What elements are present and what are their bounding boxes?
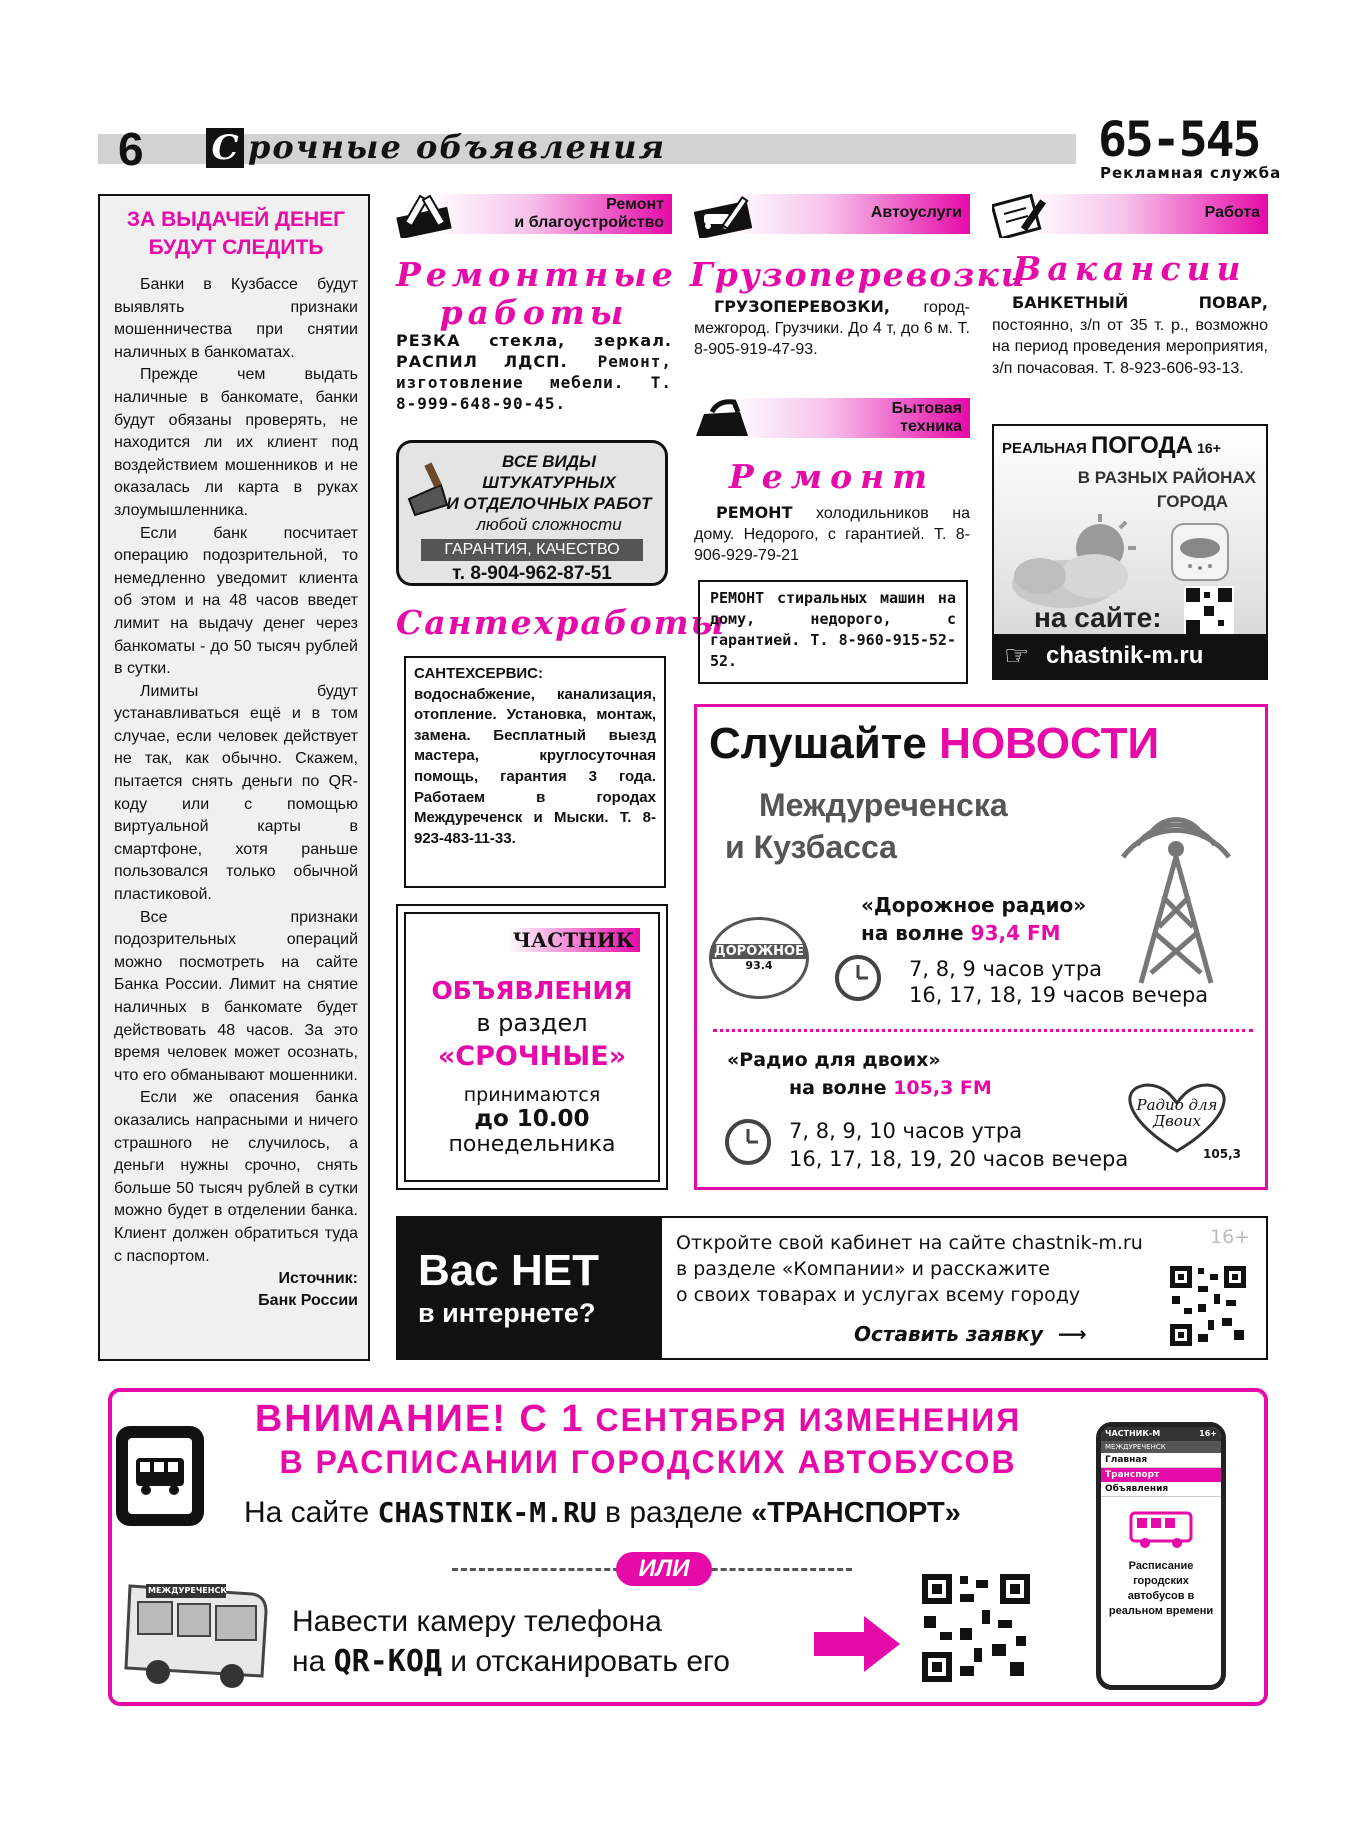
ad-plumbing: САНТЕХСЕРВИС: водоснабжение, канализация, отопление. Установка, монтаж, замена. Бесплатный выезд мастера, круглосуточная помощь, гарантия 3 года. Работаем в городах Междуреченск и Мыски. Т. 8-923-483-11-33. <box>404 656 666 888</box>
promo-line: до 10.00 <box>474 1106 590 1132</box>
news-source-label: Источник: <box>278 1270 358 1288</box>
weather-word: ПОГОДА <box>1090 432 1193 459</box>
bus-site-link[interactable]: CHASTNIK-M.RU <box>377 1496 597 1529</box>
pointer-icon: ☞ <box>1004 639 1030 672</box>
bus-icon <box>1129 1509 1193 1551</box>
weather-title <box>1002 432 1258 460</box>
bus-headline-lead: ВНИМАНИЕ! С 1 <box>254 1398 585 1440</box>
weather-site-link[interactable]: chastnik-m.ru <box>994 634 1266 678</box>
page-title: рочные объявления <box>248 128 667 166</box>
clock-icon <box>833 953 883 1003</box>
phone-menu-item: Транспорт <box>1101 1468 1221 1482</box>
qr-instruction-line: Навести камеру телефона <box>292 1605 662 1638</box>
category-auto <box>694 192 970 236</box>
bus-headline <box>228 1398 1048 1441</box>
ad-cook-vacancy <box>992 292 1268 379</box>
promo-line: в раздел <box>476 1009 588 1037</box>
category-label: Работа <box>1204 204 1260 221</box>
news-paragraph: Если же опасения банка оказались напрасными и ничего страшного не случилось, а деньги нужны срочно, снять больше 50 тысяч рублей в сутки можно будет в отделении банка. Клиент должен обратиться туда с паспортом. <box>114 1089 358 1265</box>
section-title-repair <box>396 255 678 332</box>
ad-text: город-межгород. Грузчики. До 4 т, до 6 м. Т. 8-905-919-47-93. <box>694 299 970 358</box>
internet-text <box>676 1230 1143 1308</box>
phone-menu-item: Объявления <box>1101 1482 1221 1497</box>
news-source <box>114 1268 358 1312</box>
phone-city-bar: МЕЖДУРЕЧЕНСК <box>1101 1441 1221 1453</box>
age-badge: 16+ <box>1197 440 1221 456</box>
ad-text: постоянно, з/п от 35 т. р., возможно на период проведения мероприятия, з/п почасовая. Т. 8-923-606-93-13. <box>992 316 1268 377</box>
station2-wave <box>789 1077 992 1099</box>
ad-lead: БАНКЕТНЫЙ ПОВАР, <box>1012 293 1268 312</box>
radio-city1: Междуреченска <box>759 787 1008 823</box>
station1-wave-label: на волне <box>861 921 971 945</box>
station2-logo-freq: 105,3 <box>1203 1147 1241 1161</box>
qr-code-icon[interactable] <box>1184 586 1234 636</box>
station2-freq: 105,3 FM <box>893 1077 992 1099</box>
internet-text-line: Откройте свой кабинет на сайте chastnik-m.ru <box>676 1232 1143 1254</box>
category-label <box>892 400 962 436</box>
weather-word: РЕАЛЬНАЯ <box>1002 440 1087 457</box>
weather-banner <box>992 424 1268 680</box>
ad-text: Ремонт, изготовление мебели. Т. 8-999-648-90-45. <box>396 352 672 413</box>
category-label-line: Ремонт <box>606 196 664 213</box>
plaster-line: любой сложности <box>476 515 622 534</box>
weather-cta: на сайте: <box>1034 602 1162 633</box>
internet-subheadline: в интернете? <box>418 1298 596 1328</box>
ad-lead: РЕЗКА стекла, зеркал. РАСПИЛ ЛДСП. <box>396 331 672 371</box>
station2-times: 16, 17, 18, 19, 20 часов вечера <box>789 1147 1129 1171</box>
internet-banner <box>396 1216 1268 1360</box>
ad-trucking <box>694 296 970 360</box>
category-label <box>514 196 664 232</box>
plaster-line: ШТУКАТУРНЫХ <box>482 473 616 492</box>
station1-name: «Дорожное радио» <box>861 893 1087 917</box>
iron-icon <box>694 396 752 442</box>
promo-line: «СРОЧНЫЕ» <box>437 1041 627 1072</box>
radio-dlya-dvoih-logo <box>1113 1079 1241 1161</box>
station1-times: 7, 8, 9 часов утра <box>909 957 1103 981</box>
radio-city2: и Кузбасса <box>725 829 897 865</box>
arrow-right-icon <box>814 1616 900 1672</box>
weather-line: В РАЗНЫХ РАЙОНАХ <box>1077 468 1256 487</box>
weather-line: ГОРОДА <box>1156 492 1228 511</box>
internet-text-line: в разделе «Компании» и расскажите <box>676 1258 1050 1280</box>
title-initial: С <box>206 128 244 168</box>
radio-tower-icon <box>1101 787 1251 987</box>
section-title-line: Ремонтные <box>396 255 678 294</box>
bus-headline-rest: СЕНТЯБРЯ ИЗМЕНЕНИЯ <box>584 1402 1022 1438</box>
section-title-plumbing: Сантехработы <box>396 603 727 642</box>
station2-wave-label: на волне <box>789 1077 894 1099</box>
station1-times: 16, 17, 18, 19 часов вечера <box>909 983 1209 1007</box>
city-bus-icon <box>116 1564 272 1698</box>
phone-menu-item: Главная <box>1101 1453 1221 1468</box>
category-repair <box>396 192 672 236</box>
station2-name: «Радио для двоих» <box>727 1049 941 1071</box>
ad-text: холодильников на дому. Недорого, с гарантией. Т. 8-906-929-79-21 <box>694 505 970 564</box>
bus-headline2: В РАСПИСАНИИ ГОРОДСКИХ АВТОБУСОВ <box>279 1444 1017 1480</box>
bus-schedule-banner <box>108 1388 1268 1706</box>
promo-line: принимаются <box>463 1084 601 1106</box>
or-badge: ИЛИ <box>616 1552 712 1586</box>
section-title-appliance-repair: Ремонт <box>728 457 936 496</box>
category-label-line: и благоустройство <box>514 214 664 231</box>
leave-request-link[interactable] <box>854 1322 1087 1346</box>
radio-banner <box>694 704 1268 1190</box>
qr-instructions <box>292 1602 730 1682</box>
radio-headline-news: НОВОСТИ <box>939 719 1160 768</box>
phone-brand: ЧАСТНИК-М <box>1105 1429 1161 1438</box>
ad-lead: РЕМОНТ <box>716 503 793 522</box>
radio-divider <box>713 1029 1253 1032</box>
news-paragraph: Все признаки подозрительных операций можно посмотреть на сайте Банка России. Лимит на снятие наличных в банкомате будет действовать 48 часов. За это время человек может осознать, что его обманывают мошенники. <box>114 908 358 1084</box>
radio-headline-lead: Слушайте <box>709 719 940 768</box>
news-source-name: Банк России <box>258 1292 358 1310</box>
station1-wave <box>861 921 1061 945</box>
bus-site-line <box>244 1496 961 1530</box>
ad-phone-caption: Рекламная служба <box>1100 164 1282 182</box>
category-appliances <box>694 396 970 440</box>
category-label: Автоуслуги <box>870 204 962 221</box>
news-headline: ЗА ВЫДАЧЕЙ ДЕНЕГ БУДУТ СЛЕДИТЬ <box>126 208 346 259</box>
news-paragraph: Если банк посчитает операцию подозрительной, то немедленно уведомит клиента об этом и на 48 часов введет лимит на выдачу денег через банкоматы - до 50 тысяч рублей в сутки. <box>114 524 358 678</box>
category-label-line: Бытовая <box>891 400 962 417</box>
promo-line: ОБЪЯВЛЕНИЯ <box>431 976 633 1005</box>
qr-instruction-pre: на <box>292 1645 334 1678</box>
phone-caption: Расписание городских автобусов в реальном времени <box>1108 1560 1214 1617</box>
dorozhnoe-radio-logo <box>709 917 809 999</box>
phone-age: 16+ <box>1199 1429 1217 1438</box>
bus-site-mid: в разделе <box>596 1496 752 1529</box>
plaster-guarantee: ГАРАНТИЯ, КАЧЕСТВО <box>421 539 643 561</box>
internet-headline: Вас НЕТ <box>418 1246 599 1295</box>
bus-stop-sign-icon <box>112 1422 208 1532</box>
station1-logo-freq: 93.4 <box>745 959 773 972</box>
plaster-line: ВСЕ ВИДЫ <box>502 452 596 471</box>
news-paragraph: Банки в Кузбассе будут выявлять признаки мошенничества при снятии наличных в банкоматах. <box>114 276 358 361</box>
page-number: 6 <box>118 123 144 175</box>
leave-request-label: Оставить заявку <box>854 1322 1044 1346</box>
plaster-phone: т. 8-904-962-87-51 <box>452 563 612 584</box>
qr-instruction-post: и отсканировать его <box>441 1645 730 1678</box>
clipboard-pen-icon <box>992 192 1050 238</box>
tools-icon <box>396 192 454 238</box>
section-title-vacancies: Вакансии <box>1013 249 1247 288</box>
station1-freq: 93,4 FM <box>970 921 1061 945</box>
chastnik-logo: ЧАСТНИК <box>507 928 640 952</box>
radio-headline <box>709 719 1159 769</box>
internet-banner-dark <box>398 1218 662 1358</box>
sun-cloud-icon <box>1004 514 1154 614</box>
category-label-line: техника <box>900 418 962 435</box>
promo-chastnik <box>396 904 668 1190</box>
section-title-trucking: Грузоперевозки <box>690 255 1027 294</box>
ad-glass-cutting <box>396 330 672 414</box>
phone-status-bar <box>1101 1427 1221 1441</box>
clock-icon <box>723 1117 773 1167</box>
qr-instruction-bold: QR-КОД <box>333 1644 442 1679</box>
ad-fridge-repair <box>694 502 970 566</box>
plaster-line: И ОТДЕЛОЧНЫХ РАБОТ <box>446 494 652 513</box>
bus-section-name: «ТРАНСПОРТ» <box>751 1497 961 1529</box>
car-wrench-icon <box>694 192 752 238</box>
internet-text-line: о своих товарах и услугах всему городу <box>676 1284 1081 1306</box>
promo-inner <box>404 912 660 1182</box>
station2-times: 7, 8, 9, 10 часов утра <box>789 1119 1023 1143</box>
bus-route-sign: МЕЖДУРЕЧЕНСК <box>148 1586 227 1595</box>
station1-logo-text: ДОРОЖНОЕ <box>712 944 806 959</box>
news-article <box>98 194 370 1361</box>
arrow-right-icon: ⟶ <box>1058 1322 1087 1346</box>
news-body <box>114 274 358 1268</box>
promo-line: понедельника <box>448 1132 616 1157</box>
qr-code-icon[interactable] <box>1168 1264 1248 1348</box>
qr-instruction-line <box>292 1642 730 1682</box>
bus-site-pre: На сайте <box>244 1496 378 1529</box>
news-paragraph: Прежде чем выдать наличные в банкомате, банки будут обязаны проверять, не находится ли их клиент под воздействием мошенников и не оказалась ли карта в руках злоумышленника. <box>114 366 358 519</box>
station2-logo-text: Радио для Двоих <box>1136 1096 1218 1130</box>
rain-cloud-icon <box>1170 522 1230 582</box>
section-title-line: работы <box>439 293 629 332</box>
phone-mockup <box>1096 1422 1226 1690</box>
ad-phone: 65-545 <box>1098 112 1260 168</box>
ad-washer-repair: РЕМОНТ стиральных машин на дому, недорого, с гарантией. Т. 8-960-915-52-52. <box>698 580 968 684</box>
category-jobs <box>992 192 1268 236</box>
news-paragraph: Лимиты будут устанавливаться ещё и в том случае, если человек действует не так, как обычно. Скажем, пытается снять деньги по QR-коду или с помощью виртуальной карты в смартфоне, хотя раньше пользовался только обычной пластиковой. <box>114 682 358 904</box>
plaster-text <box>439 451 659 535</box>
weather-subtitle <box>994 466 1256 514</box>
age-badge: 16+ <box>1210 1226 1251 1248</box>
ad-lead: ГРУЗОПЕРЕВОЗКИ, <box>714 297 890 316</box>
ad-plastering <box>396 440 668 586</box>
qr-code-icon[interactable] <box>920 1572 1032 1684</box>
